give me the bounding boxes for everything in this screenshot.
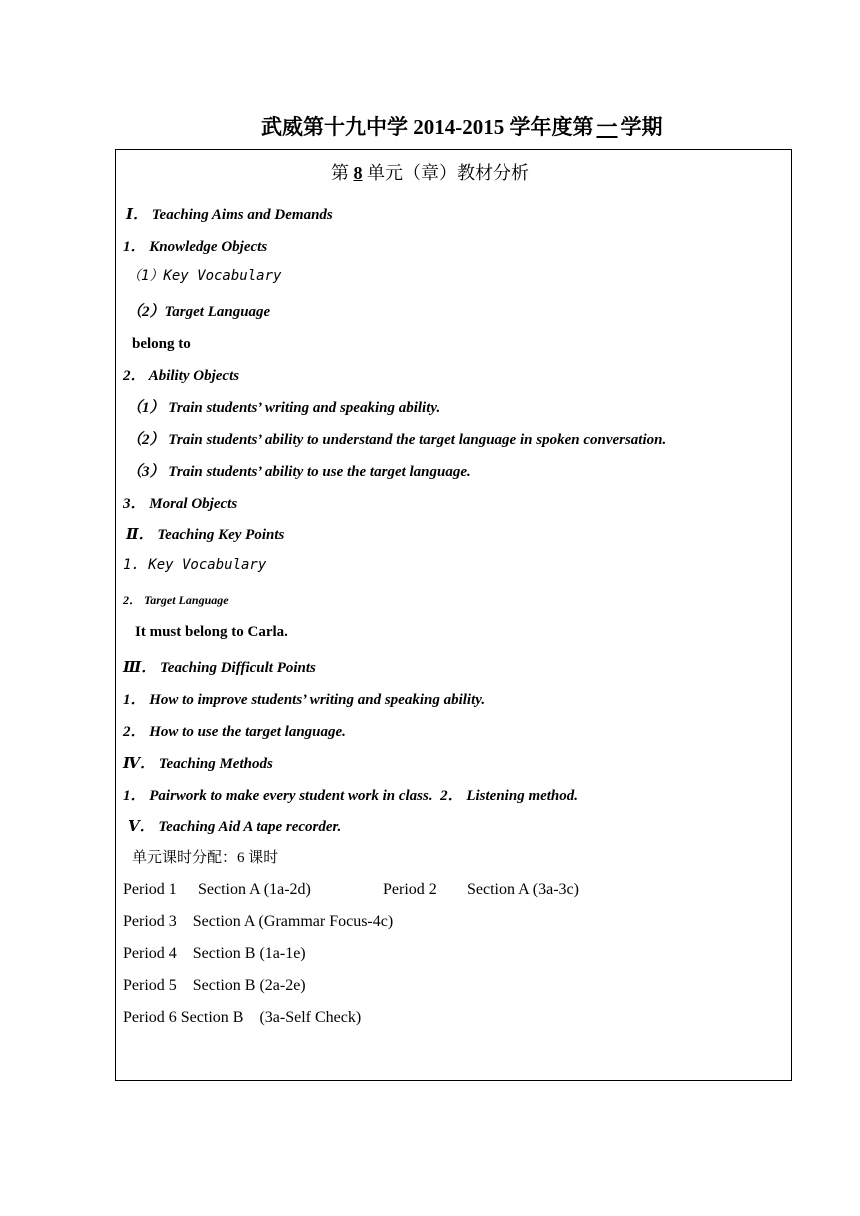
period-1-section: Section A (1a-2d) (198, 881, 311, 898)
period-1-label: Period 1 (123, 881, 177, 898)
schedule-summary: 单元课时分配：6 课时 (132, 850, 279, 866)
methods-line (123, 786, 578, 806)
semester-blank: 一 (596, 115, 618, 139)
unit-title-post: 单元（章）教材分析 (367, 163, 529, 183)
ability-item-2: （2） Train students’ ability to understand the target language in spoken conversation. (127, 432, 667, 448)
period-3: Period 3 Section A (Grammar Focus-4c) (123, 913, 394, 930)
unit-number: 8 (353, 163, 363, 183)
section-4-heading: Ⅳ． Teaching Methods (123, 756, 273, 772)
section-3-heading: Ⅲ． Teaching Difficult Points (123, 660, 316, 676)
knowledge-objects: 1． Knowledge Objects (123, 239, 268, 255)
period-6: Period 6 Section B (3a-Self Check) (123, 1009, 362, 1026)
period-5: Period 5 Section B (2a-2e) (123, 977, 306, 994)
analysis-frame (115, 149, 792, 1081)
target-language: （2）Target Language (127, 304, 271, 320)
ability-item-1: （1） Train students’ writing and speaking ability. (127, 400, 441, 416)
method-item-2: 2． Listening method. (440, 788, 579, 804)
ability-objects: 2． Ability Objects (123, 368, 240, 384)
key-vocabulary: （1）Key Vocabulary (127, 268, 282, 284)
section-2-heading: Ⅱ． Teaching Key Points (126, 527, 285, 543)
key-points-target: 2． Target Language (123, 593, 229, 607)
header-suffix: 学期 (620, 115, 663, 139)
target-sentence: It must belong to Carla. (135, 624, 288, 640)
period-2-label: Period 2 (383, 881, 437, 898)
ability-item-3: （3） Train students’ ability to use the target language. (127, 464, 471, 480)
moral-objects: 3． Moral Objects (123, 496, 238, 512)
unit-title (0, 161, 860, 185)
section-5-heading: Ⅴ． Teaching Aid A tape recorder. (128, 819, 342, 835)
method-item-1: 1． Pairwork to make every student work in class. (123, 788, 433, 804)
unit-title-pre: 第 (331, 163, 349, 183)
section-1-heading: Ⅰ． Teaching Aims and Demands (126, 207, 333, 223)
belong-to: belong to (132, 336, 191, 352)
difficult-item-2: 2． How to use the target language. (123, 724, 346, 740)
difficult-item-1: 1． How to improve students’ writing and speaking ability. (123, 692, 486, 708)
key-points-vocab: 1. Key Vocabulary (123, 557, 267, 573)
page-header (261, 113, 663, 141)
period-4: Period 4 Section B (1a-1e) (123, 945, 306, 962)
period-2-section: Section A (3a-3c) (467, 881, 579, 898)
header-prefix: 武威第十九中学 2014-2015 学年度第 (261, 115, 594, 139)
